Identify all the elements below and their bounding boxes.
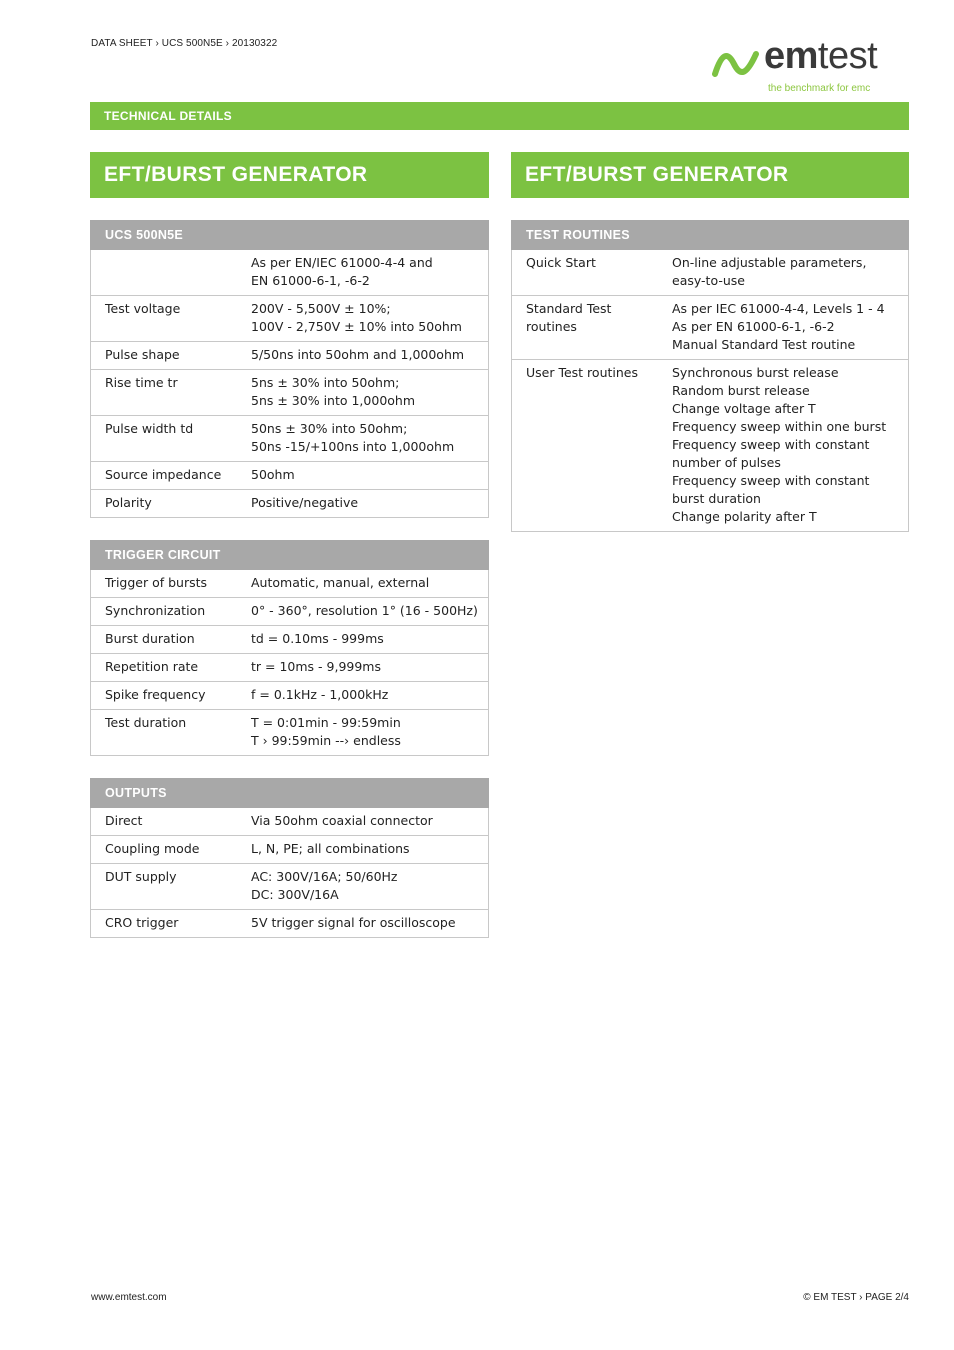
value-line: 200V - 5,500V ± 10%; [251,301,391,316]
value-line: Change voltage after T [672,401,816,416]
table-heading: UCS 500N5E [91,221,489,250]
row-value [658,250,909,296]
table-row [91,416,489,462]
value-line: 0° - 360°, resolution 1° (16 - 500Hz) [251,603,478,618]
value-line: tr = 10ms - 9,999ms [251,659,381,674]
value-line: As per IEC 61000-4-4, Levels 1 - 4 [672,301,885,316]
row-value [237,836,489,864]
value-line: Change polarity after T [672,509,817,524]
row-label: User Test routines [512,360,659,532]
row-label: Direct [91,808,238,836]
value-line: 100V - 2,750V ± 10% into 50ohm [251,319,462,334]
value-line: T › 99:59min --› endless [251,733,401,748]
table-row [91,250,489,296]
value-line: 5V trigger signal for oscilloscope [251,915,456,930]
row-label: Source impedance [91,462,238,490]
spec-table [90,540,489,756]
row-label: CRO trigger [91,910,238,938]
value-line: Positive/negative [251,495,359,510]
value-line: Frequency sweep within one burst [672,419,887,434]
spec-table [90,778,489,938]
table-row [91,626,489,654]
table-row [91,654,489,682]
value-line: burst duration [672,491,761,506]
row-value [237,462,489,490]
table-row [91,710,489,756]
table-row [91,910,489,938]
row-value [237,682,489,710]
value-line: 5/50ns into 50ohm and 1,000ohm [251,347,465,362]
value-line: f = 0.1kHz - 1,000kHz [251,687,389,702]
value-line: Random burst release [672,383,810,398]
emtest-logo [712,35,912,98]
value-line: DC: 300V/16A [251,887,339,902]
right-tables [511,220,909,532]
table-row [91,864,489,910]
table-row [91,370,489,416]
value-line: number of pulses [672,455,781,470]
value-line: T = 0:01min - 99:59min [251,715,401,730]
value-line: Via 50ohm coaxial connector [251,813,433,828]
row-value [237,710,489,756]
row-label [91,250,238,296]
row-label: Repetition rate [91,654,238,682]
logo-wordmark: emtest [764,35,878,77]
value-line: Manual Standard Test routine [672,337,856,352]
row-label: Pulse width td [91,416,238,462]
row-label: Standard Test routines [512,296,659,360]
row-label: Test voltage [91,296,238,342]
row-label: Burst duration [91,626,238,654]
row-label: Quick Start [512,250,659,296]
column-title: EFT/BURST GENERATOR [511,152,909,198]
row-value [237,570,489,598]
value-line: Synchronous burst release [672,365,839,380]
table-row [91,296,489,342]
table-row [91,462,489,490]
logo-tagline: the benchmark for emc [768,83,871,94]
footer-page-number: © EM TEST › PAGE 2/4 [803,1292,909,1303]
value-line: td = 0.10ms - 999ms [251,631,384,646]
table-heading: TEST ROUTINES [512,221,909,250]
breadcrumb: DATA SHEET › UCS 500N5E › 20130322 [91,38,278,49]
table-row [512,360,909,532]
footer-website: www.emtest.com [91,1292,167,1303]
table-row [91,490,489,518]
table-row [512,250,909,296]
value-line: EN 61000-6-1, -6-2 [251,273,370,288]
left-column [90,152,489,938]
value-line: Frequency sweep with constant [672,473,870,488]
row-value [237,342,489,370]
row-value [237,490,489,518]
row-label: Coupling mode [91,836,238,864]
table-heading: OUTPUTS [91,779,489,808]
table-row [91,682,489,710]
row-label: Rise time tr [91,370,238,416]
row-value [237,250,489,296]
row-value [237,626,489,654]
value-line: On-line adjustable parameters, [672,255,867,270]
row-label: Test duration [91,710,238,756]
row-value [658,360,909,532]
row-value [658,296,909,360]
row-label: Synchronization [91,598,238,626]
spec-table [90,220,489,518]
value-line: 5ns ± 30% into 50ohm; [251,375,400,390]
row-label: Trigger of bursts [91,570,238,598]
row-label: Pulse shape [91,342,238,370]
value-line: 50ohm [251,467,295,482]
row-label: Polarity [91,490,238,518]
value-line: 50ns ± 30% into 50ohm; [251,421,408,436]
wave-logo-icon [712,50,760,78]
spec-table [511,220,909,532]
table-row [91,342,489,370]
value-line: L, N, PE; all combinations [251,841,410,856]
value-line: easy-to-use [672,273,745,288]
row-value [237,654,489,682]
value-line: AC: 300V/16A; 50/60Hz [251,869,398,884]
table-row [91,598,489,626]
row-value [237,416,489,462]
row-value [237,370,489,416]
row-value [237,598,489,626]
row-value [237,296,489,342]
value-line: 50ns -15/+100ns into 1,000ohm [251,439,455,454]
value-line: Frequency sweep with constant [672,437,870,452]
value-line: As per EN/IEC 61000-4-4 and [251,255,433,270]
row-label: DUT supply [91,864,238,910]
table-row [91,836,489,864]
row-value [237,910,489,938]
value-line: 5ns ± 30% into 1,000ohm [251,393,416,408]
table-row [91,808,489,836]
row-value [237,864,489,910]
value-line: Automatic, manual, external [251,575,430,590]
table-row [512,296,909,360]
row-value [237,808,489,836]
table-heading: TRIGGER CIRCUIT [91,541,489,570]
right-column [511,152,909,532]
table-row [91,570,489,598]
column-title: EFT/BURST GENERATOR [90,152,489,198]
row-label: Spike frequency [91,682,238,710]
section-bar: TECHNICAL DETAILS [90,102,909,130]
value-line: As per EN 61000-6-1, -6-2 [672,319,835,334]
left-tables [90,220,489,938]
